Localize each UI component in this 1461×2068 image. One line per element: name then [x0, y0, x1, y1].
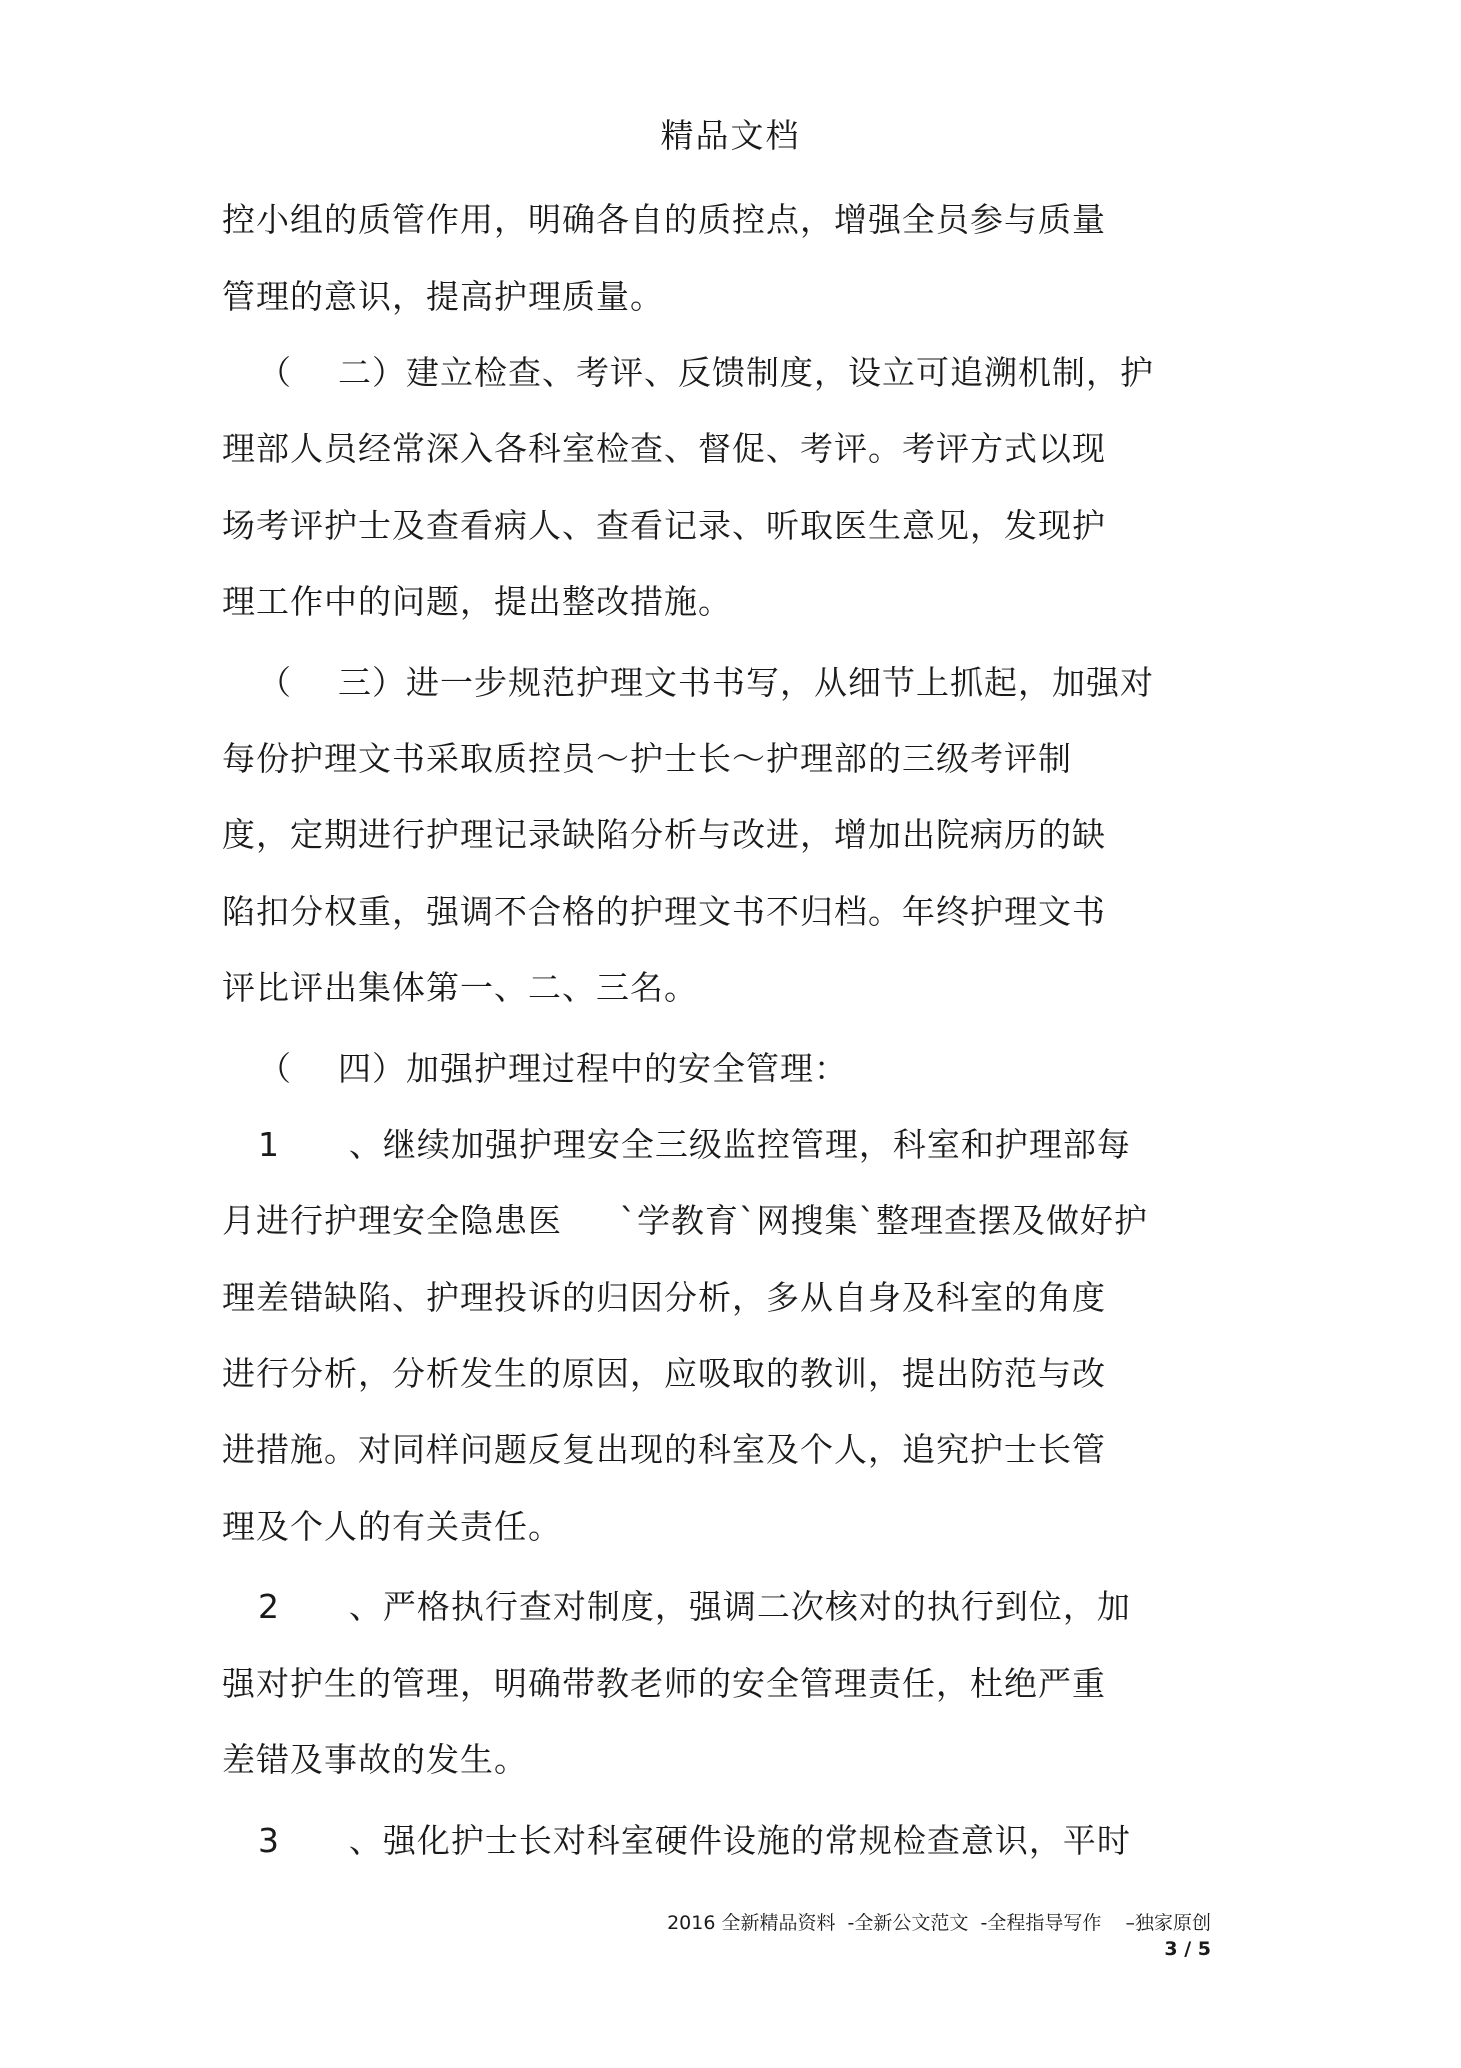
- body-line: 理差错缺陷、护理投诉的归因分析，多从自身及科室的角度: [222, 1278, 1106, 1317]
- body-line: 1 、继续加强护理安全三级监控管理，科室和护理部每: [258, 1125, 1131, 1164]
- body-line: 每份护理文书采取质控员～护士长～护理部的三级考评制: [222, 739, 1072, 778]
- body-line: 场考评护士及查看病人、查看记录、听取医生意见，发现护: [222, 506, 1106, 545]
- body-line: （ 四）加强护理过程中的安全管理：: [258, 1049, 848, 1088]
- body-line: 陷扣分权重，强调不合格的护理文书不归档。年终护理文书: [222, 892, 1106, 931]
- body-line: 理部人员经常深入各科室检查、督促、考评。考评方式以现: [222, 429, 1106, 468]
- body-line: （ 二）建立检查、考评、反馈制度，设立可追溯机制，护: [258, 353, 1154, 392]
- body-line: 强对护生的管理，明确带教老师的安全管理责任，杜绝严重: [222, 1664, 1106, 1703]
- page-footer: 2016 全新精品资料 -全新公文范文 -全程指导写作 –独家原创: [667, 1912, 1211, 1934]
- body-line: （ 三）进一步规范护理文书书写，从细节上抓起，加强对: [258, 663, 1154, 702]
- body-line: 进措施。对同样问题反复出现的科室及个人，追究护士长管: [222, 1430, 1106, 1469]
- page-header: 精品文档: [660, 116, 801, 155]
- body-line: 控小组的质管作用，明确各自的质控点，增强全员参与质量: [222, 200, 1106, 239]
- body-line: 2 、严格执行查对制度，强调二次核对的执行到位，加: [258, 1587, 1131, 1626]
- body-line: 理及个人的有关责任。: [222, 1507, 562, 1546]
- body-line: 管理的意识，提高护理质量。: [222, 277, 664, 316]
- body-line: 评比评出集体第一、二、三名。: [222, 968, 698, 1007]
- body-line: 月进行护理安全隐患医 `学教育`网搜集`整理查摆及做好护: [222, 1201, 1148, 1240]
- body-line: 度，定期进行护理记录缺陷分析与改进，增加出院病历的缺: [222, 815, 1106, 854]
- page-number: 3 / 5: [1164, 1938, 1211, 1960]
- body-line: 差错及事故的发生。: [222, 1740, 528, 1779]
- body-line: 进行分析，分析发生的原因，应吸取的教训，提出防范与改: [222, 1354, 1106, 1393]
- body-line: 3 、强化护士长对科室硬件设施的常规检查意识，平时: [258, 1821, 1131, 1860]
- body-line: 理工作中的问题，提出整改措施。: [222, 582, 732, 621]
